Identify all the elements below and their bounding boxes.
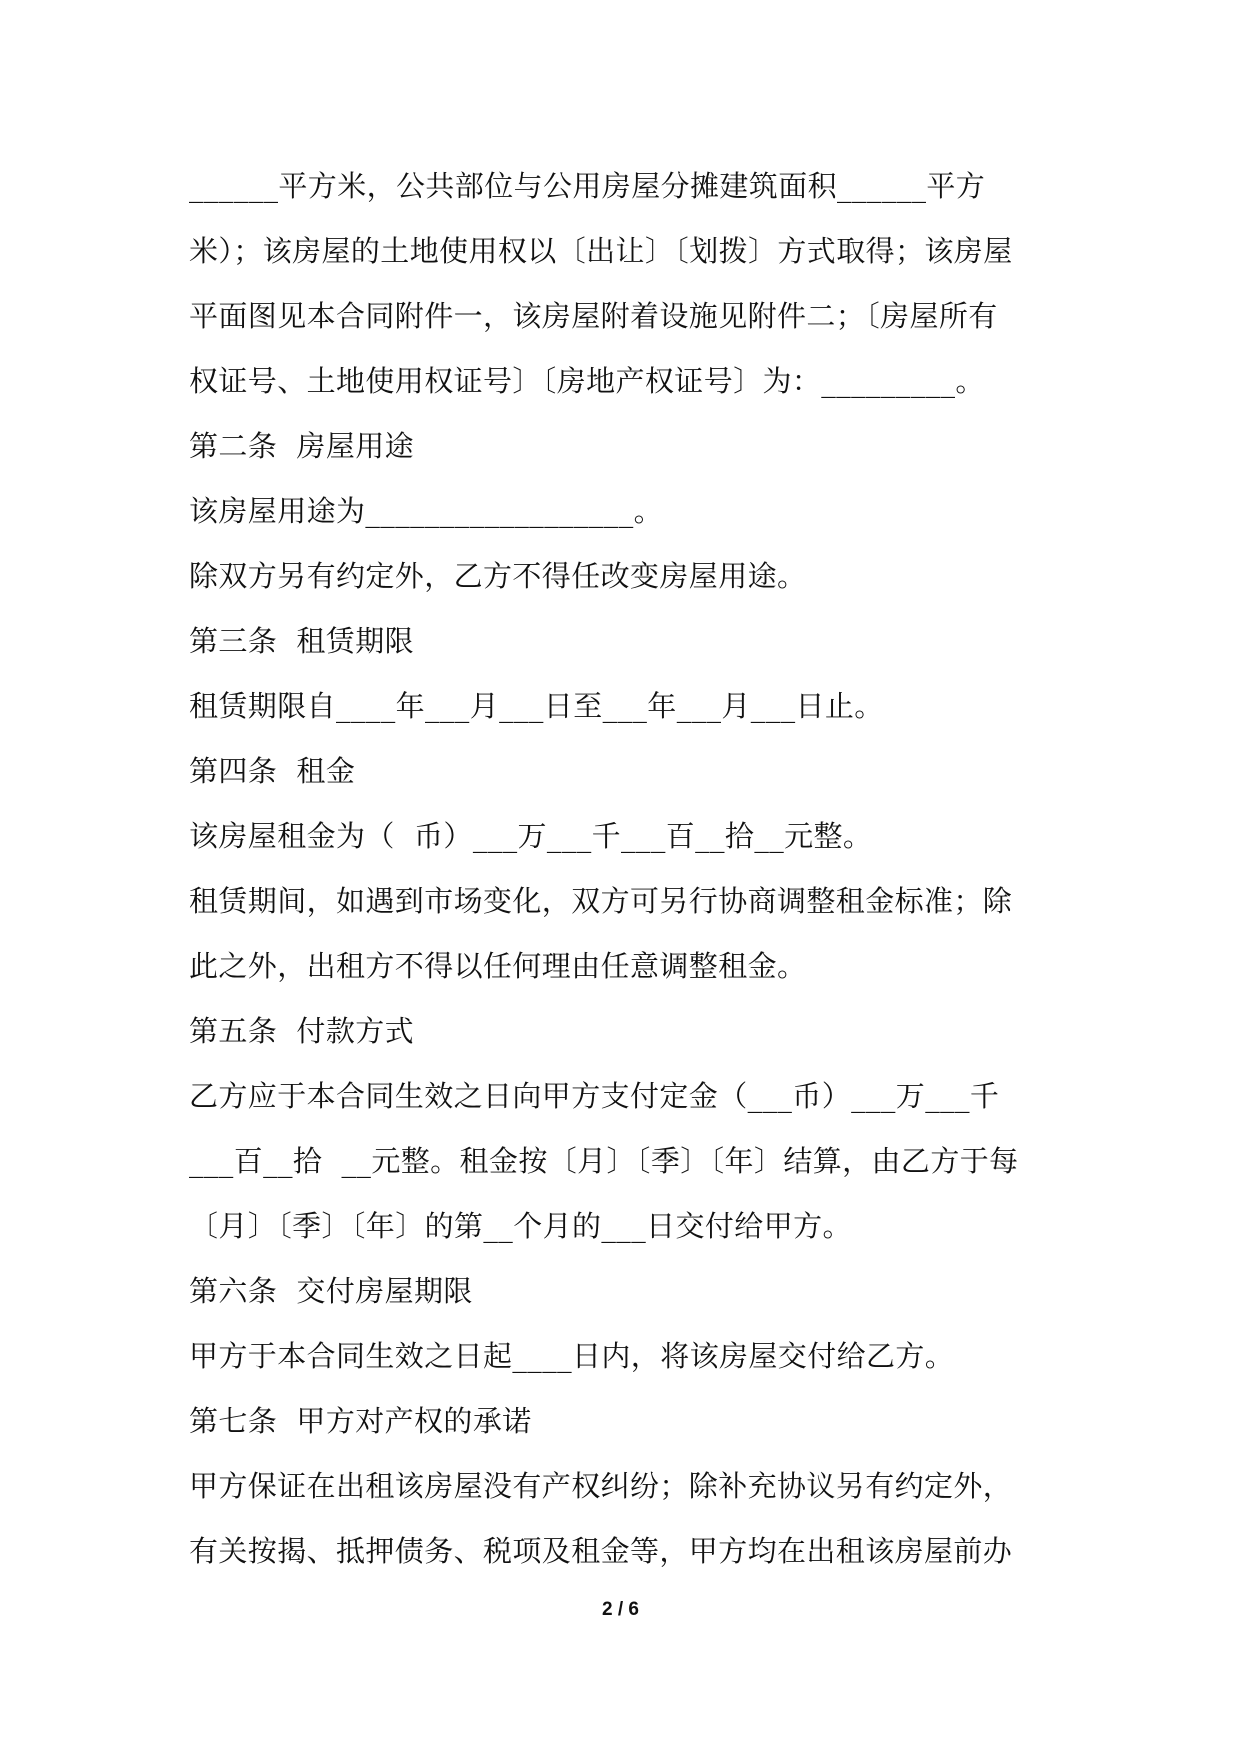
- text-line: 此之外，出租方不得以任何理由任意调整租金。: [189, 949, 807, 983]
- text-line: 该房屋租金为（ 币）___万___千___百__拾__元整。: [189, 819, 873, 853]
- text-line: 权证号、土地使用权证号〕〔房地产权证号〕为：_________。: [189, 364, 985, 398]
- text-line: 该房屋用途为__________________。: [189, 494, 664, 528]
- text-line: 米）；该房屋的土地使用权以〔出让〕〔划拨〕方式取得；该房屋: [189, 234, 1013, 268]
- contract-body: [189, 154, 1059, 1584]
- article-heading: 第七条 甲方对产权的承诺: [189, 1404, 532, 1438]
- text-line: 除双方另有约定外，乙方不得任改变房屋用途。: [189, 559, 807, 593]
- text-line: 〔月〕〔季〕〔年〕的第__个月的___日交付给甲方。: [189, 1209, 852, 1243]
- text-line: 甲方于本合同生效之日起____日内，将该房屋交付给乙方。: [189, 1339, 955, 1373]
- article-heading: 第六条 交付房屋期限: [189, 1274, 473, 1308]
- text-line: 平面图见本合同附件一，该房屋附着设施见附件二；〔房屋所有: [189, 299, 998, 333]
- text-line: 有关按揭、抵押债务、税项及租金等，甲方均在出租该房屋前办: [189, 1534, 1013, 1568]
- article-heading: 第五条 付款方式: [189, 1014, 415, 1048]
- article-heading: 第二条 房屋用途: [189, 429, 415, 463]
- page-number: 2 / 6: [602, 1599, 639, 1620]
- text-line: 甲方保证在出租该房屋没有产权纠纷；除补充协议另有约定外，: [189, 1469, 1013, 1503]
- text-line: ______平方米，公共部位与公用房屋分摊建筑面积______平方: [189, 169, 986, 203]
- text-line: 租赁期间，如遇到市场变化，双方可另行协商调整租金标准；除: [189, 884, 1013, 918]
- text-line: 乙方应于本合同生效之日向甲方支付定金（___币）___万___千: [189, 1079, 1000, 1113]
- article-heading: 第三条 租赁期限: [189, 624, 415, 658]
- text-line: 租赁期限自____年___月___日至___年___月___日止。: [189, 689, 884, 723]
- text-line: ___百__拾 __元整。租金按〔月〕〔季〕〔年〕结算，由乙方于每: [189, 1144, 1019, 1178]
- article-heading: 第四条 租金: [189, 754, 356, 788]
